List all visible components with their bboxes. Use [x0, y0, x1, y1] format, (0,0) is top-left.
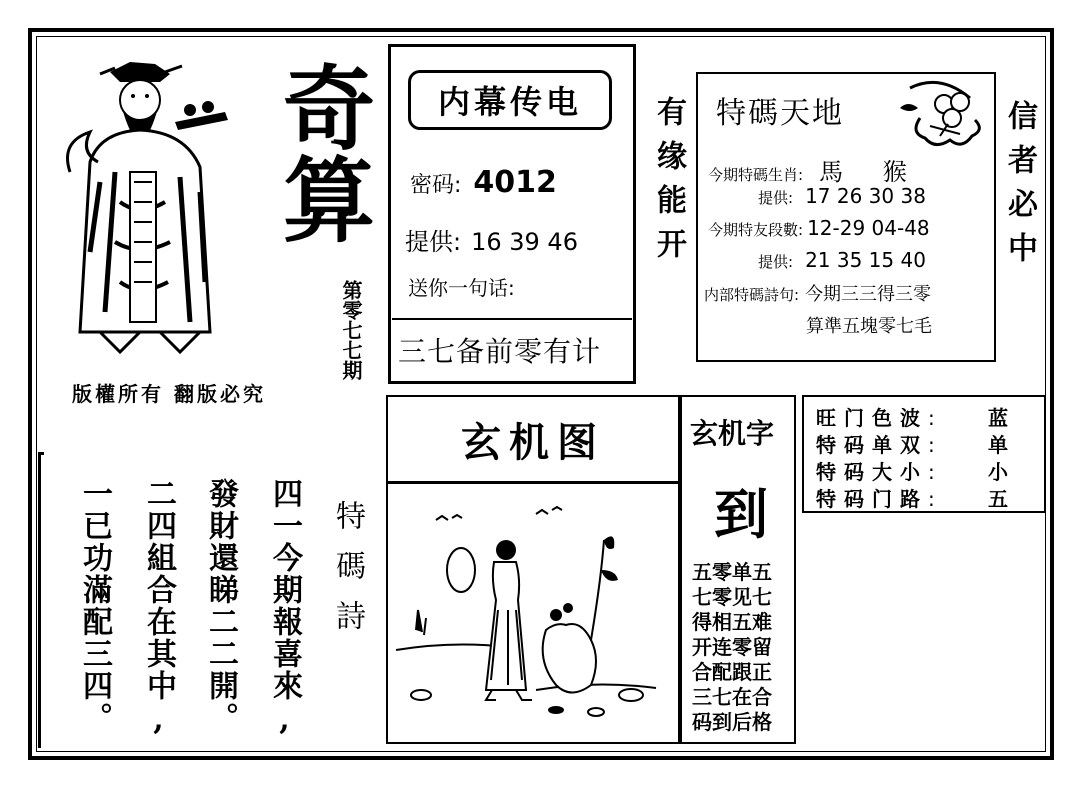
attribute-colon: : — [928, 433, 935, 457]
attribute-value: 单 — [988, 433, 1008, 457]
xuanji-tu-header — [386, 395, 680, 483]
xuanji-zi-line: 三七在合 — [692, 685, 772, 709]
attribute-row — [816, 429, 1008, 456]
password-value: 4012 — [473, 165, 557, 200]
segment-value: 12-29 04-48 — [807, 216, 930, 240]
poem-row — [704, 280, 931, 306]
tema-poem-column: 發財還睇二二開。 — [203, 478, 238, 734]
phrase-text: 三七备前零有计 — [398, 335, 602, 368]
attribute-row — [816, 402, 1008, 429]
attribute-colon: : — [928, 406, 935, 430]
xuanji-zi-char: 到 — [714, 483, 768, 546]
xuanji-tu-title: 玄机图 — [461, 419, 605, 466]
attribute-colon: : — [928, 487, 935, 511]
attribute-row — [816, 456, 1008, 483]
segment-row — [708, 216, 930, 240]
xuanji-zi-line: 开连零留 — [692, 635, 772, 659]
attributes-list — [816, 402, 1008, 510]
inside-provide-value: 16 39 46 — [471, 228, 578, 256]
issue-label: 第零七七期 — [339, 280, 363, 380]
zodiac-label: 今期特碼生肖: — [708, 166, 804, 184]
inside-provide-row — [405, 222, 578, 257]
attribute-colon: : — [928, 460, 935, 484]
tema-world-heading: 特碼天地 — [716, 96, 844, 131]
tema-poem-border — [38, 452, 44, 748]
xuanji-zi-line: 五零单五 — [692, 560, 772, 584]
segment-label: 今期特友段數: — [708, 221, 804, 239]
tema-provide1-value: 17 26 30 38 — [805, 184, 926, 208]
right-slogan: 信者必中 — [1002, 100, 1037, 276]
tema-poem-column: 四一今期報喜來, — [267, 478, 302, 739]
left-slogan: 有缘能开 — [651, 96, 686, 272]
zodiac-value: 馬 猴 — [819, 158, 923, 186]
password-row — [410, 165, 557, 200]
attribute-value: 蓝 — [988, 406, 1008, 430]
inside-news-heading: 内幕传电 — [437, 83, 582, 121]
poem-label: 内部特碼詩句: — [704, 286, 800, 304]
page-title: 奇算 — [268, 60, 376, 244]
xuanji-zi-lines — [692, 560, 772, 735]
poem-line2: 算準五塊零七毛 — [806, 316, 932, 337]
poem-line1: 今期三三得三零 — [805, 284, 932, 305]
scholar-scene-illustration — [396, 500, 670, 730]
grape-leaf-icon — [900, 78, 990, 158]
phrase-label: 送你一句话: — [408, 276, 515, 300]
tema-provide2-value: 21 35 15 40 — [805, 248, 926, 272]
attribute-label: 特码单双 — [816, 433, 928, 457]
copyright-notice: 版權所有 翻版必究 — [72, 382, 266, 406]
xuanji-zi-line: 七零见七 — [692, 585, 772, 609]
attribute-row — [816, 483, 1008, 510]
tema-poem-heading: 特碼詩 — [330, 500, 365, 650]
attribute-label: 旺门色波 — [816, 406, 928, 430]
attribute-label: 特码大小 — [816, 460, 928, 484]
inside-provide-label: 提供: — [405, 228, 462, 256]
attribute-value: 五 — [988, 487, 1008, 511]
attribute-label: 特码门路 — [816, 487, 928, 511]
fortune-god-illustration — [60, 52, 260, 362]
tema-poem-column: 二四組合在其中, — [141, 478, 176, 739]
inside-news-heading-frame — [408, 70, 612, 130]
xuanji-zi-line: 得相五难 — [692, 610, 772, 634]
tema-provide2-label: 提供: — [758, 253, 794, 271]
xuanji-zi-heading: 玄机字 — [690, 417, 775, 450]
attribute-value: 小 — [988, 460, 1008, 484]
phrase-divider — [392, 318, 632, 320]
tema-provide1-row — [758, 184, 926, 208]
xuanji-zi-line: 合配跟正 — [692, 660, 772, 684]
zodiac-row — [708, 152, 923, 187]
tema-provide2-row — [758, 248, 926, 272]
tema-provide1-label: 提供: — [758, 189, 794, 207]
password-label: 密码: — [410, 173, 462, 198]
tema-poem-column: 一已功滿配三四。 — [77, 478, 112, 734]
xuanji-zi-line: 码到后格 — [692, 710, 772, 734]
